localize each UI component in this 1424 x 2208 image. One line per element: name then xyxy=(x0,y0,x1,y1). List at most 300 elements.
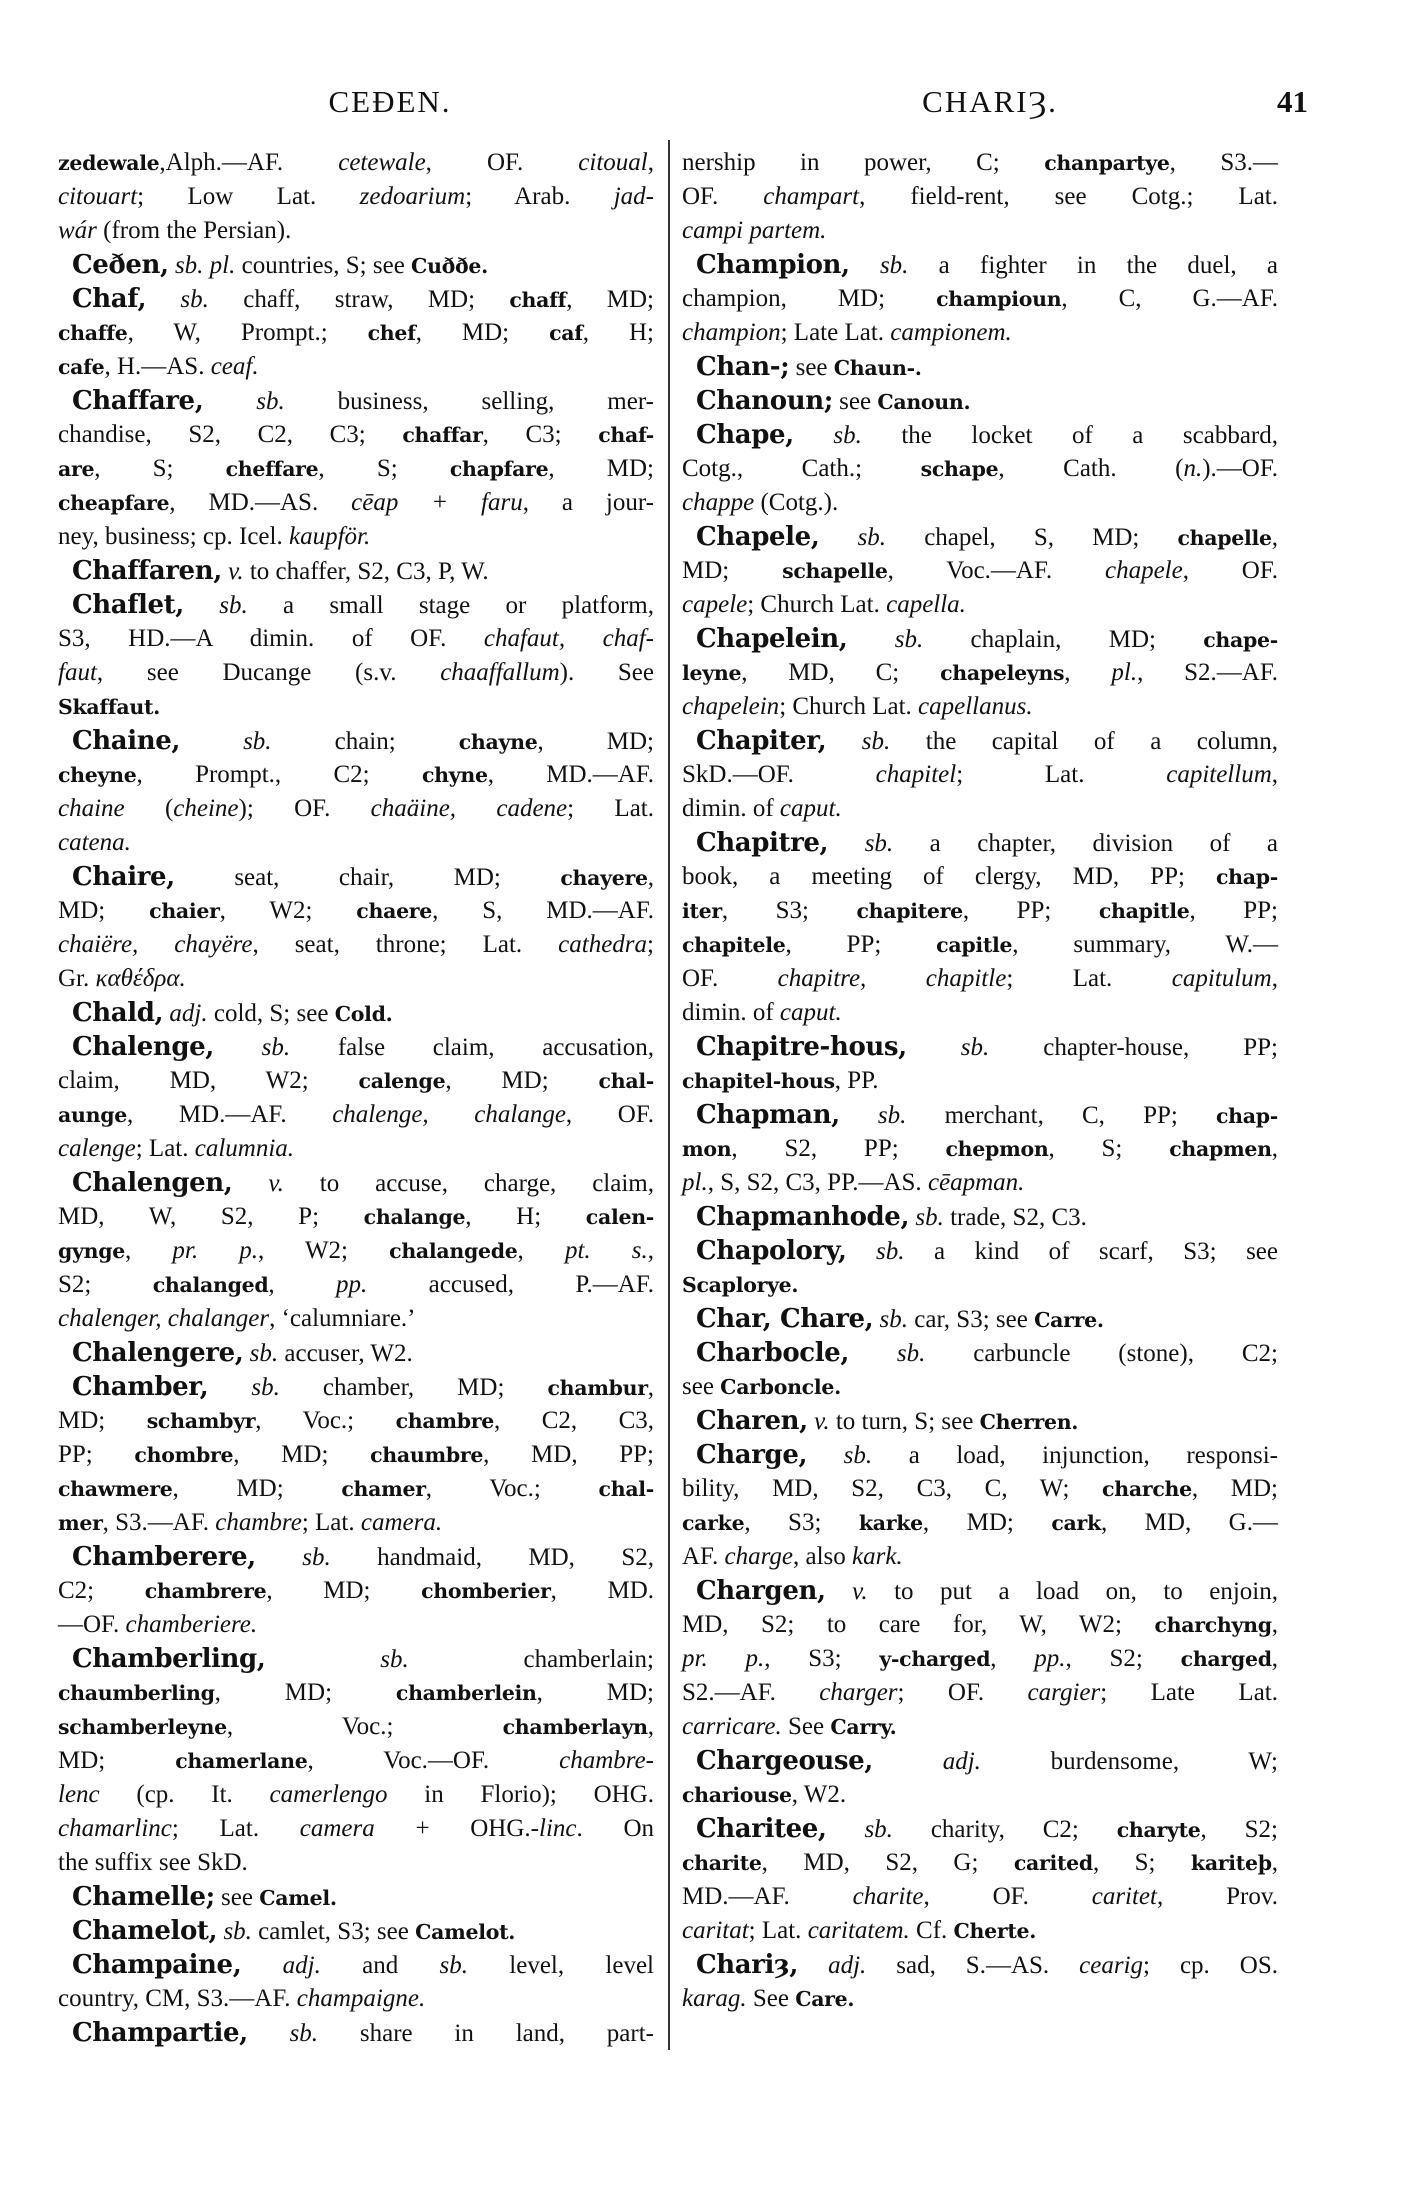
text: , MD, G.— xyxy=(1100,1509,1278,1536)
variant-form: chaff xyxy=(509,288,567,312)
entry-line xyxy=(682,1676,1278,1710)
variant-form: chap- xyxy=(1215,865,1278,889)
italic-text: adj. xyxy=(241,1952,321,1979)
headword: Chalengere, xyxy=(72,1338,244,1368)
variant-form: chamerlane xyxy=(175,1749,308,1773)
entry-line xyxy=(682,282,1278,316)
variant-form: charchyng xyxy=(1154,1613,1272,1637)
dictionary-entry xyxy=(58,1370,654,1540)
dictionary-entry xyxy=(682,826,1278,1030)
entry-line xyxy=(682,1234,1278,1268)
entry-line xyxy=(58,1268,654,1302)
text: ; Low Lat. xyxy=(137,183,360,210)
text: carbuncle (stone), C2; xyxy=(925,1340,1279,1367)
variant-form: schapelle xyxy=(782,559,888,583)
entry-line xyxy=(58,1676,654,1710)
dictionary-entry xyxy=(58,1336,654,1370)
variant-form: Cuððe. xyxy=(411,254,488,278)
variant-form: karke xyxy=(858,1511,923,1535)
text: Gr. xyxy=(58,965,96,992)
italic-text: pl. xyxy=(682,1169,708,1196)
italic-text: sb. xyxy=(146,286,209,313)
entry-line xyxy=(682,1438,1278,1472)
italic-text: zedoarium xyxy=(359,183,466,210)
entry-line xyxy=(682,384,1278,418)
text: , C3; xyxy=(482,421,599,448)
dictionary-entry xyxy=(682,622,1278,724)
variant-form: chaffe xyxy=(58,321,128,345)
text: ; Lat. xyxy=(567,795,654,822)
italic-text: wár xyxy=(58,217,97,244)
variant-form: chayne xyxy=(458,730,538,754)
entry-line xyxy=(682,962,1278,996)
italic-text: karag. xyxy=(682,1985,747,2012)
italic-text: pr. p. xyxy=(172,1237,259,1264)
variant-form: Canoun. xyxy=(877,390,971,414)
text: , xyxy=(1271,761,1278,788)
entry-line xyxy=(682,690,1278,724)
text: a load, injunction, responsi- xyxy=(872,1442,1278,1469)
text: accuser, W2. xyxy=(278,1340,413,1367)
text: C2; xyxy=(58,1577,145,1604)
dictionary-entry xyxy=(682,146,1278,248)
entry-line xyxy=(58,350,654,384)
text: chaplain, MD; xyxy=(923,626,1204,653)
text: SkD.—OF. xyxy=(682,761,876,788)
entry-line xyxy=(58,588,654,622)
italic-text: sb. xyxy=(208,1374,280,1401)
variant-form: chapfare xyxy=(449,457,549,481)
dictionary-entry xyxy=(58,146,654,248)
variant-form: chombre xyxy=(134,1443,234,1467)
variant-form: chanpartye xyxy=(1044,151,1170,175)
text: , W2; xyxy=(219,897,357,924)
entry-line xyxy=(58,248,654,282)
italic-text: jad- xyxy=(613,183,654,210)
text: chandise, S2, C2, C3; xyxy=(58,421,403,448)
entry-line xyxy=(58,622,654,656)
entry-line xyxy=(58,826,654,860)
variant-form: chapitere xyxy=(856,899,963,923)
italic-text: camera xyxy=(299,1815,375,1842)
italic-text: sb. xyxy=(846,1238,905,1265)
text: MD; xyxy=(58,1407,147,1434)
text: S3, HD.—A dimin. of OF. xyxy=(58,625,484,652)
italic-text: chapitel xyxy=(875,761,957,788)
italic-text: chaiëre, chayëre xyxy=(58,931,253,958)
text: , S; xyxy=(318,455,450,482)
variant-form: are xyxy=(58,457,95,481)
variant-form: caf xyxy=(549,321,583,345)
headword: Char, Chare, xyxy=(696,1304,874,1334)
italic-text: v. xyxy=(221,558,244,585)
text: OF. xyxy=(682,183,764,210)
italic-text: sb. xyxy=(848,1340,926,1367)
entry-line xyxy=(682,1132,1278,1166)
headword: Chapmanhode, xyxy=(696,1202,910,1232)
italic-text: pp. xyxy=(336,1271,368,1298)
text: , xyxy=(1271,1611,1278,1638)
text: merchant, C, PP; xyxy=(906,1102,1216,1129)
entry-line xyxy=(682,554,1278,588)
text: , C, G.—AF. xyxy=(1061,285,1278,312)
entry-line xyxy=(682,1846,1278,1880)
text: , S; xyxy=(1092,1849,1191,1876)
entry-line xyxy=(682,1200,1278,1234)
text: ; OF. xyxy=(897,1679,1028,1706)
text: ; Church Lat. xyxy=(779,693,919,720)
dictionary-entry xyxy=(682,1030,1278,1098)
dictionary-entry xyxy=(682,724,1278,826)
text: , Voc.; xyxy=(425,1475,599,1502)
italic-text: v. xyxy=(807,1408,830,1435)
variant-form: Cherte. xyxy=(953,1919,1037,1943)
entry-line xyxy=(58,452,654,486)
italic-text: ceaf. xyxy=(210,353,259,380)
headword: Chanoun; xyxy=(696,386,833,416)
text: Cotg., Cath.; xyxy=(682,455,921,482)
entry-line xyxy=(58,1642,654,1676)
variant-form: charche xyxy=(1102,1477,1192,1501)
dictionary-entry xyxy=(58,282,654,384)
italic-text: chamarlinc xyxy=(58,1815,172,1842)
headword: Chaflet, xyxy=(72,590,184,620)
text: ).—OF. xyxy=(1202,455,1278,482)
italic-text: sb. xyxy=(793,422,862,449)
italic-text: kark. xyxy=(852,1543,903,1570)
variant-form: chapeleyns xyxy=(940,661,1065,685)
entry-line xyxy=(682,520,1278,554)
text: , xyxy=(990,1645,1035,1672)
entry-line xyxy=(58,656,654,690)
entry-line xyxy=(682,1506,1278,1540)
dictionary-entry xyxy=(682,1234,1278,1302)
text: , Prov. xyxy=(1156,1883,1278,1910)
italic-text: cēapman. xyxy=(927,1169,1025,1196)
text: camlet, S3; see xyxy=(251,1918,416,1945)
text: ). See xyxy=(559,659,655,686)
text: ( xyxy=(124,795,174,822)
variant-form: charyte xyxy=(1116,1818,1201,1842)
entry-line xyxy=(58,1948,654,1982)
text: , MD.—AF. xyxy=(126,1101,333,1128)
italic-text: capitellum xyxy=(1166,761,1272,788)
dictionary-entry xyxy=(682,1948,1278,2016)
italic-text: chaine xyxy=(58,795,125,822)
text: AF. xyxy=(682,1543,725,1570)
text: , xyxy=(647,864,654,891)
entry-line xyxy=(58,1812,654,1846)
italic-text: pt. s. xyxy=(564,1237,648,1264)
entry-line xyxy=(58,1132,654,1166)
text: , xyxy=(1271,524,1278,551)
entry-line xyxy=(58,1574,654,1608)
italic-text: sb. xyxy=(849,252,909,279)
variant-form: chomberier xyxy=(421,1579,551,1603)
text: champion, MD; xyxy=(682,285,937,312)
entry-line xyxy=(58,1506,654,1540)
entry-line xyxy=(682,588,1278,622)
variant-form: mon xyxy=(682,1137,732,1161)
text: , ‘calumniare.’ xyxy=(269,1305,416,1332)
headword: Chariȝ, xyxy=(696,1950,799,1980)
variant-form: cheyne xyxy=(58,763,137,787)
entry-line xyxy=(682,316,1278,350)
text: chapel, S, MD; xyxy=(886,524,1178,551)
dictionary-entry xyxy=(682,1812,1278,1948)
variant-form: chaf- xyxy=(598,423,655,447)
entry-line xyxy=(58,1744,654,1778)
italic-text: pr. p. xyxy=(682,1645,765,1672)
text: , xyxy=(517,1237,565,1264)
headword: Chamelle; xyxy=(72,1882,215,1912)
text: , W, Prompt.; xyxy=(127,319,368,346)
entry-line xyxy=(682,486,1278,520)
text: , S2, PP; xyxy=(731,1135,946,1162)
headword: Chalengen, xyxy=(72,1168,233,1198)
entry-line xyxy=(682,1608,1278,1642)
text: ; xyxy=(647,931,654,958)
entry-line xyxy=(682,826,1278,860)
text: and xyxy=(320,1952,440,1979)
italic-text: camerlengo xyxy=(269,1781,388,1808)
text: , S2; xyxy=(1065,1645,1181,1672)
text: , S3; xyxy=(721,897,857,924)
headword: Chargeouse, xyxy=(696,1746,873,1776)
entry-line xyxy=(58,554,654,588)
text: MD; xyxy=(58,1747,176,1774)
text: ; Lat. xyxy=(1006,965,1172,992)
italic-text: adj. xyxy=(163,1000,208,1027)
entry-line xyxy=(682,1812,1278,1846)
text: , S, MD.—AF. xyxy=(432,897,654,924)
italic-text: καθέδρα. xyxy=(95,965,186,992)
text: chaff, straw, MD; xyxy=(208,286,510,313)
variant-form: mer xyxy=(58,1511,103,1535)
text: a kind of scarf, S3; see xyxy=(904,1238,1278,1265)
text: see xyxy=(789,354,834,381)
entry-line xyxy=(58,1540,654,1574)
text: , xyxy=(125,1237,173,1264)
entry-line xyxy=(58,486,654,520)
entry-line xyxy=(682,1064,1278,1098)
text: . On xyxy=(576,1815,654,1842)
text: MD; xyxy=(682,557,783,584)
dictionary-entry xyxy=(682,384,1278,418)
entry-line xyxy=(58,1608,654,1642)
text: ; Late Lat. xyxy=(1100,1679,1278,1706)
variant-form: chal- xyxy=(598,1069,655,1093)
text: S2.—AF. xyxy=(682,1679,820,1706)
italic-text: chappe xyxy=(682,489,755,516)
text: , S, S2, C3, PP.—AS. xyxy=(707,1169,928,1196)
text: , MD; xyxy=(233,1441,371,1468)
variant-form: chepmon xyxy=(945,1137,1049,1161)
italic-text: sb. xyxy=(255,1544,331,1571)
italic-text: -linc xyxy=(530,1815,577,1842)
text: See xyxy=(781,1713,831,1740)
italic-text: sb. xyxy=(213,1034,291,1061)
text: , also xyxy=(792,1543,852,1570)
entry-line xyxy=(58,1030,654,1064)
entry-line xyxy=(58,1370,654,1404)
text: , S; xyxy=(1048,1135,1170,1162)
text: business, selling, mer- xyxy=(284,388,654,415)
text: , summary, W.— xyxy=(1012,931,1278,958)
text: book, a meeting of clergy, MD, PP; xyxy=(682,863,1216,890)
dictionary-entry xyxy=(58,554,654,588)
variant-form: chaier xyxy=(149,899,220,923)
text: , S3.—AF. xyxy=(102,1509,216,1536)
entry-line xyxy=(58,894,654,928)
entry-line xyxy=(682,1710,1278,1744)
text: , MD, PP; xyxy=(483,1441,654,1468)
text: to chaffer, S2, C3, P, W. xyxy=(243,558,489,585)
variant-form: champioun xyxy=(936,287,1062,311)
text: ; Lat. xyxy=(135,1135,195,1162)
text: , seat, throne; Lat. xyxy=(252,931,559,958)
variant-form: cark xyxy=(1051,1511,1101,1535)
entry-line xyxy=(682,996,1278,1030)
entry-line xyxy=(58,758,654,792)
entry-line xyxy=(682,758,1278,792)
variant-form: chawmere xyxy=(58,1477,173,1501)
variant-form: Carboncle. xyxy=(720,1375,841,1399)
text: , S; xyxy=(94,455,226,482)
italic-text: adj. xyxy=(872,1748,981,1775)
text: chamberlain; xyxy=(408,1646,655,1673)
entry-line xyxy=(58,1064,654,1098)
text: ney, business; cp. Icel. xyxy=(58,523,289,550)
entry-line xyxy=(682,1098,1278,1132)
entry-line xyxy=(682,1574,1278,1608)
text: OF. xyxy=(682,965,778,992)
text: , W2. xyxy=(791,1781,847,1808)
text: , MD.—AS. xyxy=(169,489,352,516)
dictionary-entry xyxy=(682,1574,1278,1744)
italic-text: citoual xyxy=(578,149,648,176)
italic-text: sb. xyxy=(826,728,891,755)
italic-text: v. xyxy=(232,1170,284,1197)
italic-text: chamberiere. xyxy=(125,1611,258,1638)
headword: Chalenge, xyxy=(72,1032,214,1062)
text: share in land, part- xyxy=(318,2020,654,2047)
text: , xyxy=(1271,1645,1278,1672)
italic-text: sb. xyxy=(819,524,887,551)
text: ; Lat. xyxy=(171,1815,300,1842)
text: nership in power, C; xyxy=(682,149,1045,176)
headword: Chaffaren, xyxy=(72,556,222,586)
variant-form: chambrere xyxy=(144,1579,267,1603)
text: see xyxy=(832,388,878,415)
text: , xyxy=(647,1374,654,1401)
entry-line xyxy=(58,418,654,452)
variant-form: chyne xyxy=(421,763,488,787)
text: S2; xyxy=(58,1271,153,1298)
italic-text: charge xyxy=(724,1543,793,1570)
variant-form: chaumberling xyxy=(58,1681,215,1705)
entry-line xyxy=(682,1166,1278,1200)
text: (Cotg.). xyxy=(754,489,839,516)
italic-text: capellanus. xyxy=(918,693,1033,720)
variant-form: kariteþ xyxy=(1190,1851,1272,1875)
text: PP; xyxy=(58,1441,135,1468)
italic-text: chambre xyxy=(215,1509,302,1536)
italic-text: caput. xyxy=(779,999,842,1026)
text: , Cath. ( xyxy=(998,455,1184,482)
text: , OF. xyxy=(1182,557,1278,584)
headword: Chapitre-hous, xyxy=(696,1032,907,1062)
text: , Voc.—AF. xyxy=(887,557,1105,584)
variant-form: chalangede xyxy=(389,1239,518,1263)
dictionary-entry xyxy=(58,1166,654,1336)
text: , xyxy=(647,1237,654,1264)
entry-line xyxy=(58,928,654,962)
dictionary-entry xyxy=(682,1200,1278,1234)
text: to put a load on, to enjoin, xyxy=(867,1578,1278,1605)
italic-text: capele xyxy=(682,591,748,618)
entry-line xyxy=(58,1710,654,1744)
headword: Chapitre, xyxy=(696,828,829,858)
headword: Chape, xyxy=(696,420,794,450)
headword: Chamberling, xyxy=(72,1644,266,1674)
entry-line xyxy=(682,214,1278,248)
right-column xyxy=(682,146,1278,2016)
text: , MD, S2, G; xyxy=(761,1849,1014,1876)
text: , xyxy=(647,149,654,176)
text: , PP; xyxy=(1189,897,1278,924)
italic-text: sb. xyxy=(247,2020,319,2047)
variant-form: chaffar xyxy=(402,423,483,447)
dictionary-entry xyxy=(58,860,654,996)
text: countries, S; see xyxy=(235,252,412,279)
entry-line xyxy=(682,1336,1278,1370)
text: handmaid, MD, S2, xyxy=(330,1544,654,1571)
entry-line xyxy=(682,350,1278,384)
variant-form: chap- xyxy=(1216,1104,1279,1128)
dictionary-entry xyxy=(682,418,1278,520)
text: , S3; xyxy=(744,1509,859,1536)
dictionary-entry xyxy=(58,1030,654,1166)
variant-form: chalange xyxy=(363,1205,466,1229)
entry-line xyxy=(58,1302,654,1336)
italic-text: pl. xyxy=(1111,659,1138,686)
variant-form: gynge xyxy=(58,1239,126,1263)
entry-line xyxy=(682,860,1278,894)
variant-form: chamberlayn xyxy=(502,1715,648,1739)
entry-line xyxy=(682,1948,1278,1982)
variant-form: chapmen xyxy=(1169,1137,1272,1161)
entry-line xyxy=(682,724,1278,758)
headword: Chaffare, xyxy=(72,386,204,416)
dictionary-entry xyxy=(58,1880,654,1914)
variant-form: schambyr xyxy=(146,1409,256,1433)
italic-text: chapelein xyxy=(682,693,780,720)
text: the capital of a column, xyxy=(890,728,1279,755)
italic-text: lenc xyxy=(58,1781,100,1808)
variant-form: chariouse xyxy=(682,1783,792,1807)
variant-form: carited xyxy=(1013,1851,1093,1875)
variant-form: Carre. xyxy=(1034,1308,1104,1332)
text: , H; xyxy=(582,319,654,346)
text: ; Late Lat. xyxy=(780,319,891,346)
dictionary-entry xyxy=(682,1302,1278,1336)
entry-line xyxy=(58,860,654,894)
italic-text: cetewale xyxy=(338,149,426,176)
text: see xyxy=(214,1884,260,1911)
dictionary-entry xyxy=(58,248,654,282)
text: , MD; xyxy=(566,286,654,313)
